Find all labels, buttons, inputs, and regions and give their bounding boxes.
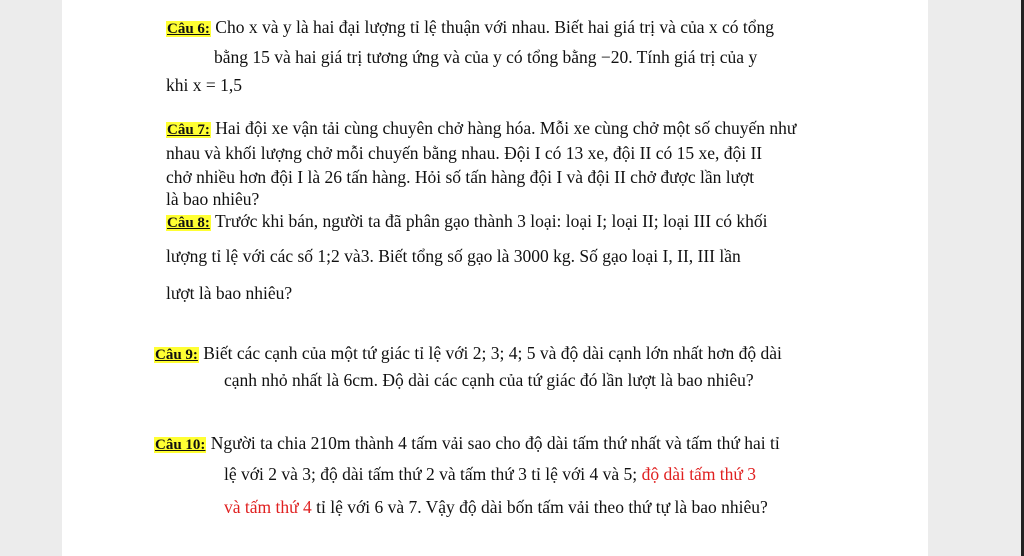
q7-line-3: chở nhiều hơn đội I là 26 tấn hàng. Hỏi số tấn hàng đội I và đội II chở được lần lượt bbox=[166, 167, 755, 187]
q7-line-4: là bao nhiêu? bbox=[166, 189, 260, 209]
q8-text-1: Trước khi bán, người ta đã phân gạo thành 3 loại: loại I; loại II; loại III có khối bbox=[214, 211, 768, 231]
q10-text-2a: lệ với 2 và 3; độ dài tấm thứ 2 và tấm thứ 3 tỉ lệ với 4 và 5; bbox=[224, 464, 638, 484]
q9-line-2: cạnh nhỏ nhất là 6cm. Độ dài các cạnh của tứ giác đó lần lượt là bao nhiêu? bbox=[224, 370, 754, 390]
q9-label: Câu 9: bbox=[155, 347, 198, 363]
q6-label: Câu 6: bbox=[167, 21, 210, 37]
q8-line-3: lượt là bao nhiêu? bbox=[166, 283, 293, 303]
q10-line-3 bbox=[224, 496, 768, 518]
q7-text-1: Hai đội xe vận tải cùng chuyên chở hàng hóa. Mỗi xe cùng chở một số chuyến như bbox=[215, 118, 797, 138]
q6-line-3: khi x = 1,5 bbox=[166, 75, 242, 95]
q10-text-3b: tỉ lệ với 6 và 7. Vậy độ dài bốn tấm vải theo thứ tự là bao nhiêu? bbox=[316, 497, 768, 517]
q10-label: Câu 10: bbox=[155, 437, 206, 453]
q10-text-2b-highlight: độ dài tấm thứ 3 bbox=[641, 464, 757, 484]
q8-label: Câu 8: bbox=[167, 215, 210, 231]
q10-text-3a-highlight: và tấm thứ 4 bbox=[224, 497, 312, 517]
q6-text-1: Cho x và y là hai đại lượng tỉ lệ thuận với nhau. Biết hai giá trị và của x có tổng bbox=[215, 17, 774, 37]
viewer-margin-right bbox=[928, 0, 1024, 556]
document-page bbox=[62, 0, 928, 556]
viewer-margin-left bbox=[0, 0, 62, 556]
q7-line-1 bbox=[166, 117, 796, 141]
q8-line-1 bbox=[166, 210, 767, 234]
q9-text-1: Biết các cạnh của một tứ giác tỉ lệ với 2; 3; 4; 5 và độ dài cạnh lớn nhất hơn độ dài bbox=[203, 343, 782, 363]
q8-line-2: lượng tỉ lệ với các số 1;2 và3. Biết tổng số gạo là 3000 kg. Số gạo loại I, II, III lần bbox=[166, 246, 741, 266]
q9-line-1 bbox=[154, 342, 782, 366]
q7-line-2: nhau và khối lượng chở mỗi chuyến bằng nhau. Đội I có 13 xe, đội II có 15 xe, đội II bbox=[166, 143, 763, 163]
q7-label: Câu 7: bbox=[167, 122, 210, 138]
q10-line-1 bbox=[154, 432, 780, 456]
q6-line-2: bằng 15 và hai giá trị tương ứng và của y có tổng bằng −20. Tính giá trị của y bbox=[214, 47, 758, 67]
q10-line-2 bbox=[224, 463, 756, 485]
q6-line-1 bbox=[166, 16, 774, 40]
q10-text-1: Người ta chia 210m thành 4 tấm vải sao cho độ dài tấm thứ nhất và tấm thứ hai tỉ bbox=[210, 433, 780, 453]
